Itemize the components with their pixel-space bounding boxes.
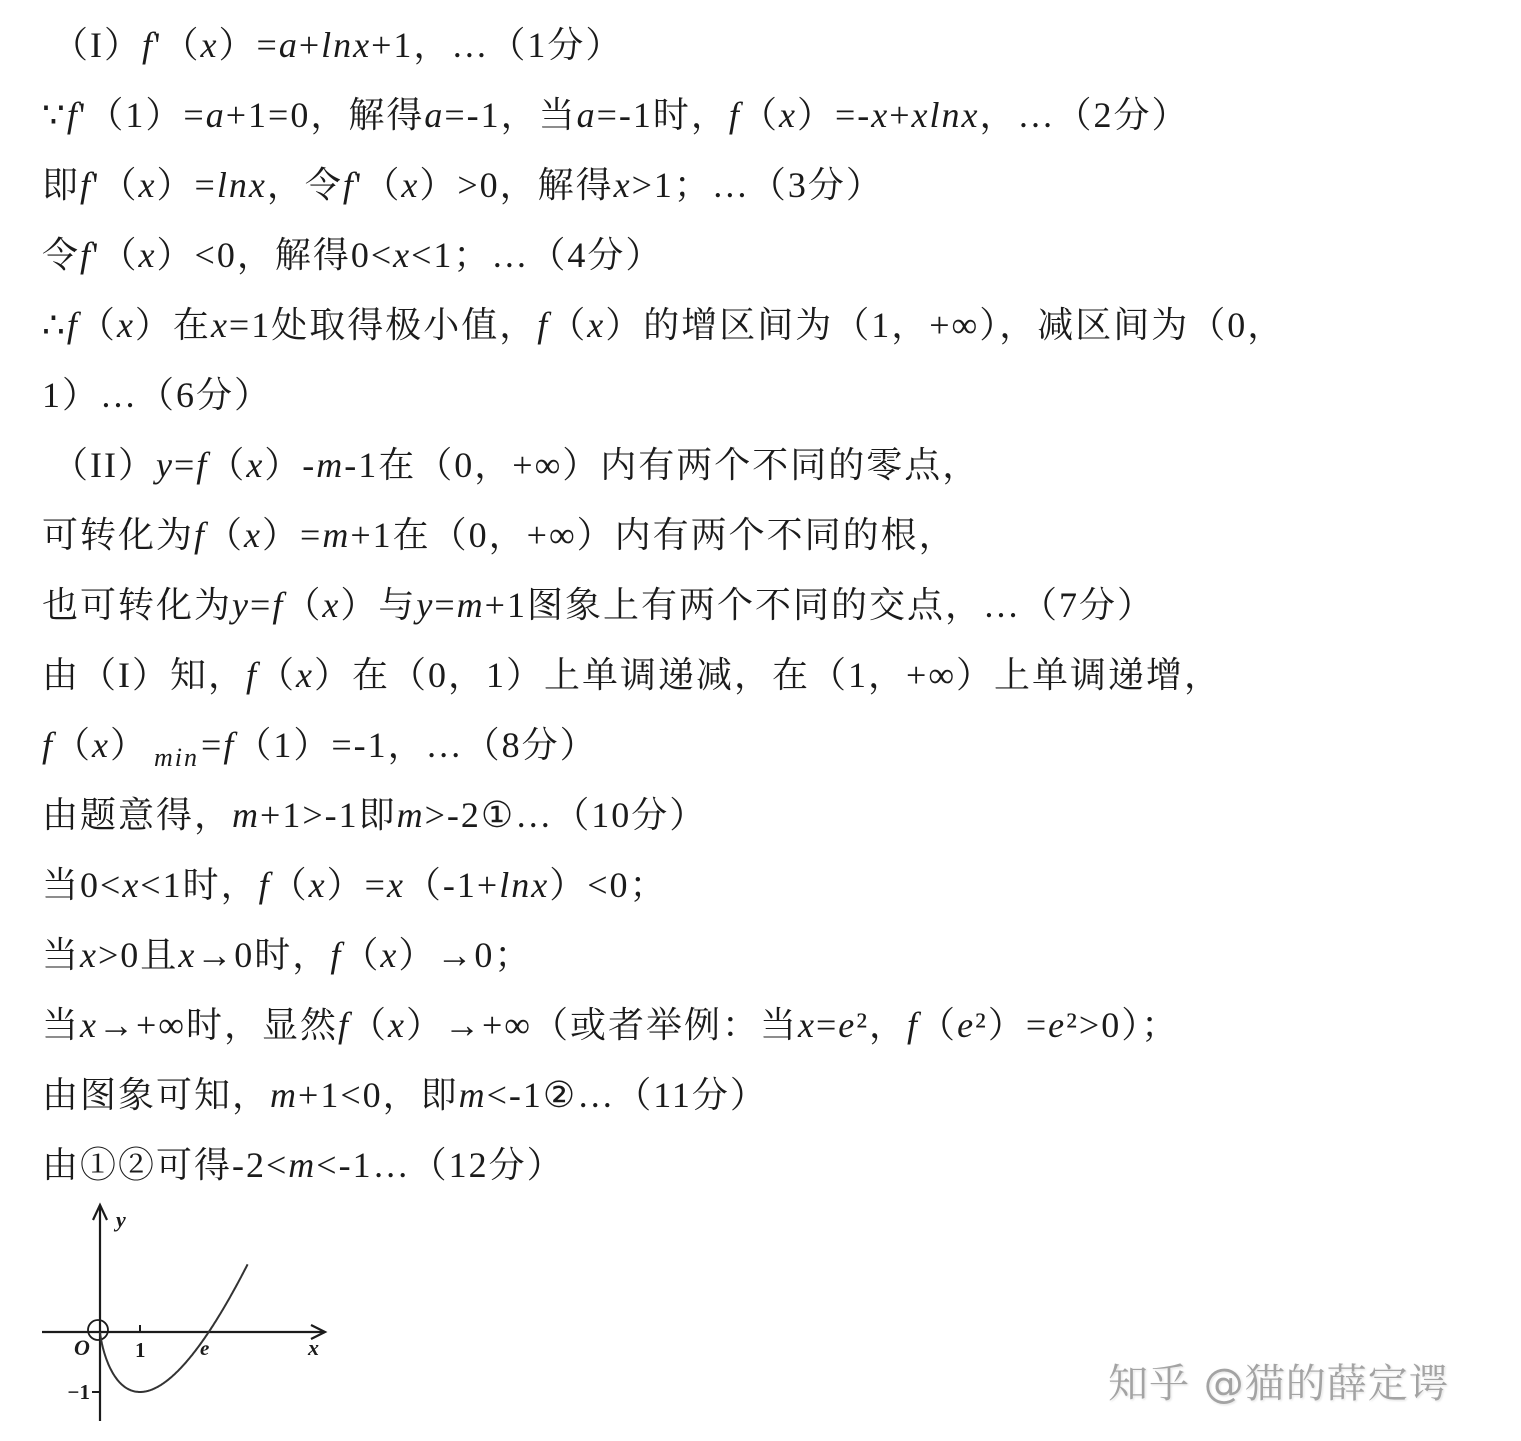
math-variable: x: [322, 585, 341, 625]
math-variable: x: [388, 1005, 406, 1045]
root-label: e: [200, 1336, 210, 1360]
solution-line-16: 由图象可知，m+1<0，即m<-1②…（11分）: [42, 1075, 768, 1115]
math-variable: x: [393, 235, 412, 275]
math-variable: x: [401, 165, 420, 205]
solution-line-12: 由题意得，m+1>-1即m>-2①…（10分）: [42, 795, 708, 835]
solution-line-14: 当x>0且x→0时，f（x）→0；: [42, 935, 533, 975]
function-graph: [38, 1195, 338, 1430]
math-variable: y: [416, 585, 435, 625]
math-variable: x: [871, 95, 890, 135]
math-variable: x: [296, 655, 315, 695]
solution-line-13: 当0<x<1时，f（x）=x（-1+lnx）<0；: [42, 865, 668, 905]
math-variable: x: [92, 725, 111, 765]
math-variable: x: [138, 235, 157, 275]
math-variable: x: [778, 95, 797, 135]
x-tick-label: 1: [135, 1338, 146, 1362]
math-variable: x: [138, 165, 157, 205]
math-variable: f: [80, 165, 93, 205]
math-variable: lnx: [321, 25, 372, 65]
math-variable: f: [537, 305, 550, 345]
solution-text: [42, 10, 1285, 1200]
math-variable: x: [122, 865, 141, 905]
math-variable: m: [396, 795, 425, 835]
function-curve: [100, 1264, 248, 1392]
solution-line-15: 当x→+∞时，显然f（x）→+∞（或者举例：当x=e²，f（e²）=e²>0）；: [42, 1005, 1180, 1045]
solution-line-7: （II）y=f（x）-m-1在（0，+∞）内有两个不同的零点，: [52, 445, 981, 485]
math-variable: f: [907, 1005, 920, 1045]
min-subscript: min: [154, 743, 200, 772]
math-variable: y: [232, 585, 250, 625]
math-variable: m: [322, 515, 351, 555]
solution-line-2: ∵f'（1）=a+1=0，解得a=-1，当a=-1时，f（x）=-x+xlnx，…（2分）: [42, 95, 1190, 135]
math-variable: m: [458, 1075, 487, 1115]
math-variable: f: [196, 445, 209, 485]
math-variable: f: [66, 305, 79, 345]
math-variable: a: [278, 25, 299, 65]
min-value-result: =f（1）=-1，…（8分）: [201, 725, 598, 765]
math-variable: f: [142, 25, 155, 65]
solution-line-17: 由①②可得-2<m<-1…（12分）: [42, 1145, 565, 1185]
solution-line-9: 也可转化为y=f（x）与y=m+1图象上有两个不同的交点，…（7分）: [42, 585, 1155, 625]
math-variable: x: [797, 1005, 816, 1045]
math-variable: x: [386, 865, 405, 905]
y-tick-label: −1: [67, 1380, 90, 1404]
math-variable: m: [456, 585, 485, 625]
math-variable: f: [342, 165, 355, 205]
math-variable: f: [258, 865, 271, 905]
solution-line-3: 即f'（x）=lnx，令f'（x）>0，解得x>1；…（3分）: [42, 165, 884, 205]
solution-line-4: 令f'（x）<0，解得0<x<1；…（4分）: [42, 235, 664, 275]
math-variable: m: [270, 1075, 299, 1115]
math-variable: x: [587, 305, 606, 345]
solution-line-8: 可转化为f（x）=m+1在（0，+∞）内有两个不同的根，: [42, 515, 957, 555]
math-variable: m: [288, 1145, 317, 1185]
math-variable: x: [116, 305, 135, 345]
math-variable: a: [424, 95, 445, 135]
math-variable: m: [316, 445, 345, 485]
origin-circle: [88, 1320, 108, 1340]
math-variable: x: [80, 935, 98, 975]
solution-line-5: ∴f（x）在x=1处取得极小值，f（x）的增区间为（1，+∞），减区间为（0，: [42, 305, 1286, 345]
math-variable: e: [1048, 1005, 1067, 1045]
math-variable: x: [210, 305, 229, 345]
math-variable: e: [838, 1005, 857, 1045]
math-variable: x: [613, 165, 632, 205]
math-variable: lnx: [499, 865, 550, 905]
solution-line-11: [42, 710, 1285, 780]
math-variable: e: [957, 1005, 976, 1045]
math-variable: m: [232, 795, 261, 835]
solution-line-6: 1）…（6分）: [42, 375, 273, 415]
math-variable: lnx: [216, 165, 267, 205]
math-variable: x: [178, 935, 197, 975]
x-axis-label: x: [308, 1335, 319, 1360]
math-variable: a: [205, 95, 226, 135]
math-variable: xlnx: [911, 95, 980, 135]
min-value-function: f（x）: [42, 725, 149, 765]
math-variable: f: [194, 515, 207, 555]
math-variable: x: [80, 1005, 98, 1045]
math-variable: x: [244, 515, 263, 555]
solution-line-10: 由（I）知，f（x）在（0，1）上单调递减，在（1，+∞）上单调递增，: [42, 655, 1222, 695]
math-variable: f: [246, 655, 259, 695]
math-variable: f: [66, 95, 79, 135]
watermark: 知乎 @猫的薛定谔: [1108, 1361, 1450, 1407]
math-variable: f: [330, 935, 343, 975]
math-variable: f: [337, 1005, 350, 1045]
math-variable: y: [155, 445, 174, 485]
math-variable: x: [200, 25, 219, 65]
solution-line-1: （I）f'（x）=a+lnx+1，…（1分）: [52, 25, 624, 65]
math-variable: f: [272, 585, 285, 625]
math-variable: x: [246, 445, 265, 485]
math-variable: f: [728, 95, 741, 135]
math-variable: f: [80, 235, 93, 275]
math-variable: x: [308, 865, 327, 905]
origin-label: O: [74, 1335, 90, 1360]
y-axis-label: y: [116, 1207, 126, 1232]
math-variable: a: [576, 95, 597, 135]
math-variable: f: [42, 725, 55, 765]
math-variable: x: [380, 935, 399, 975]
math-variable: f: [223, 725, 236, 765]
